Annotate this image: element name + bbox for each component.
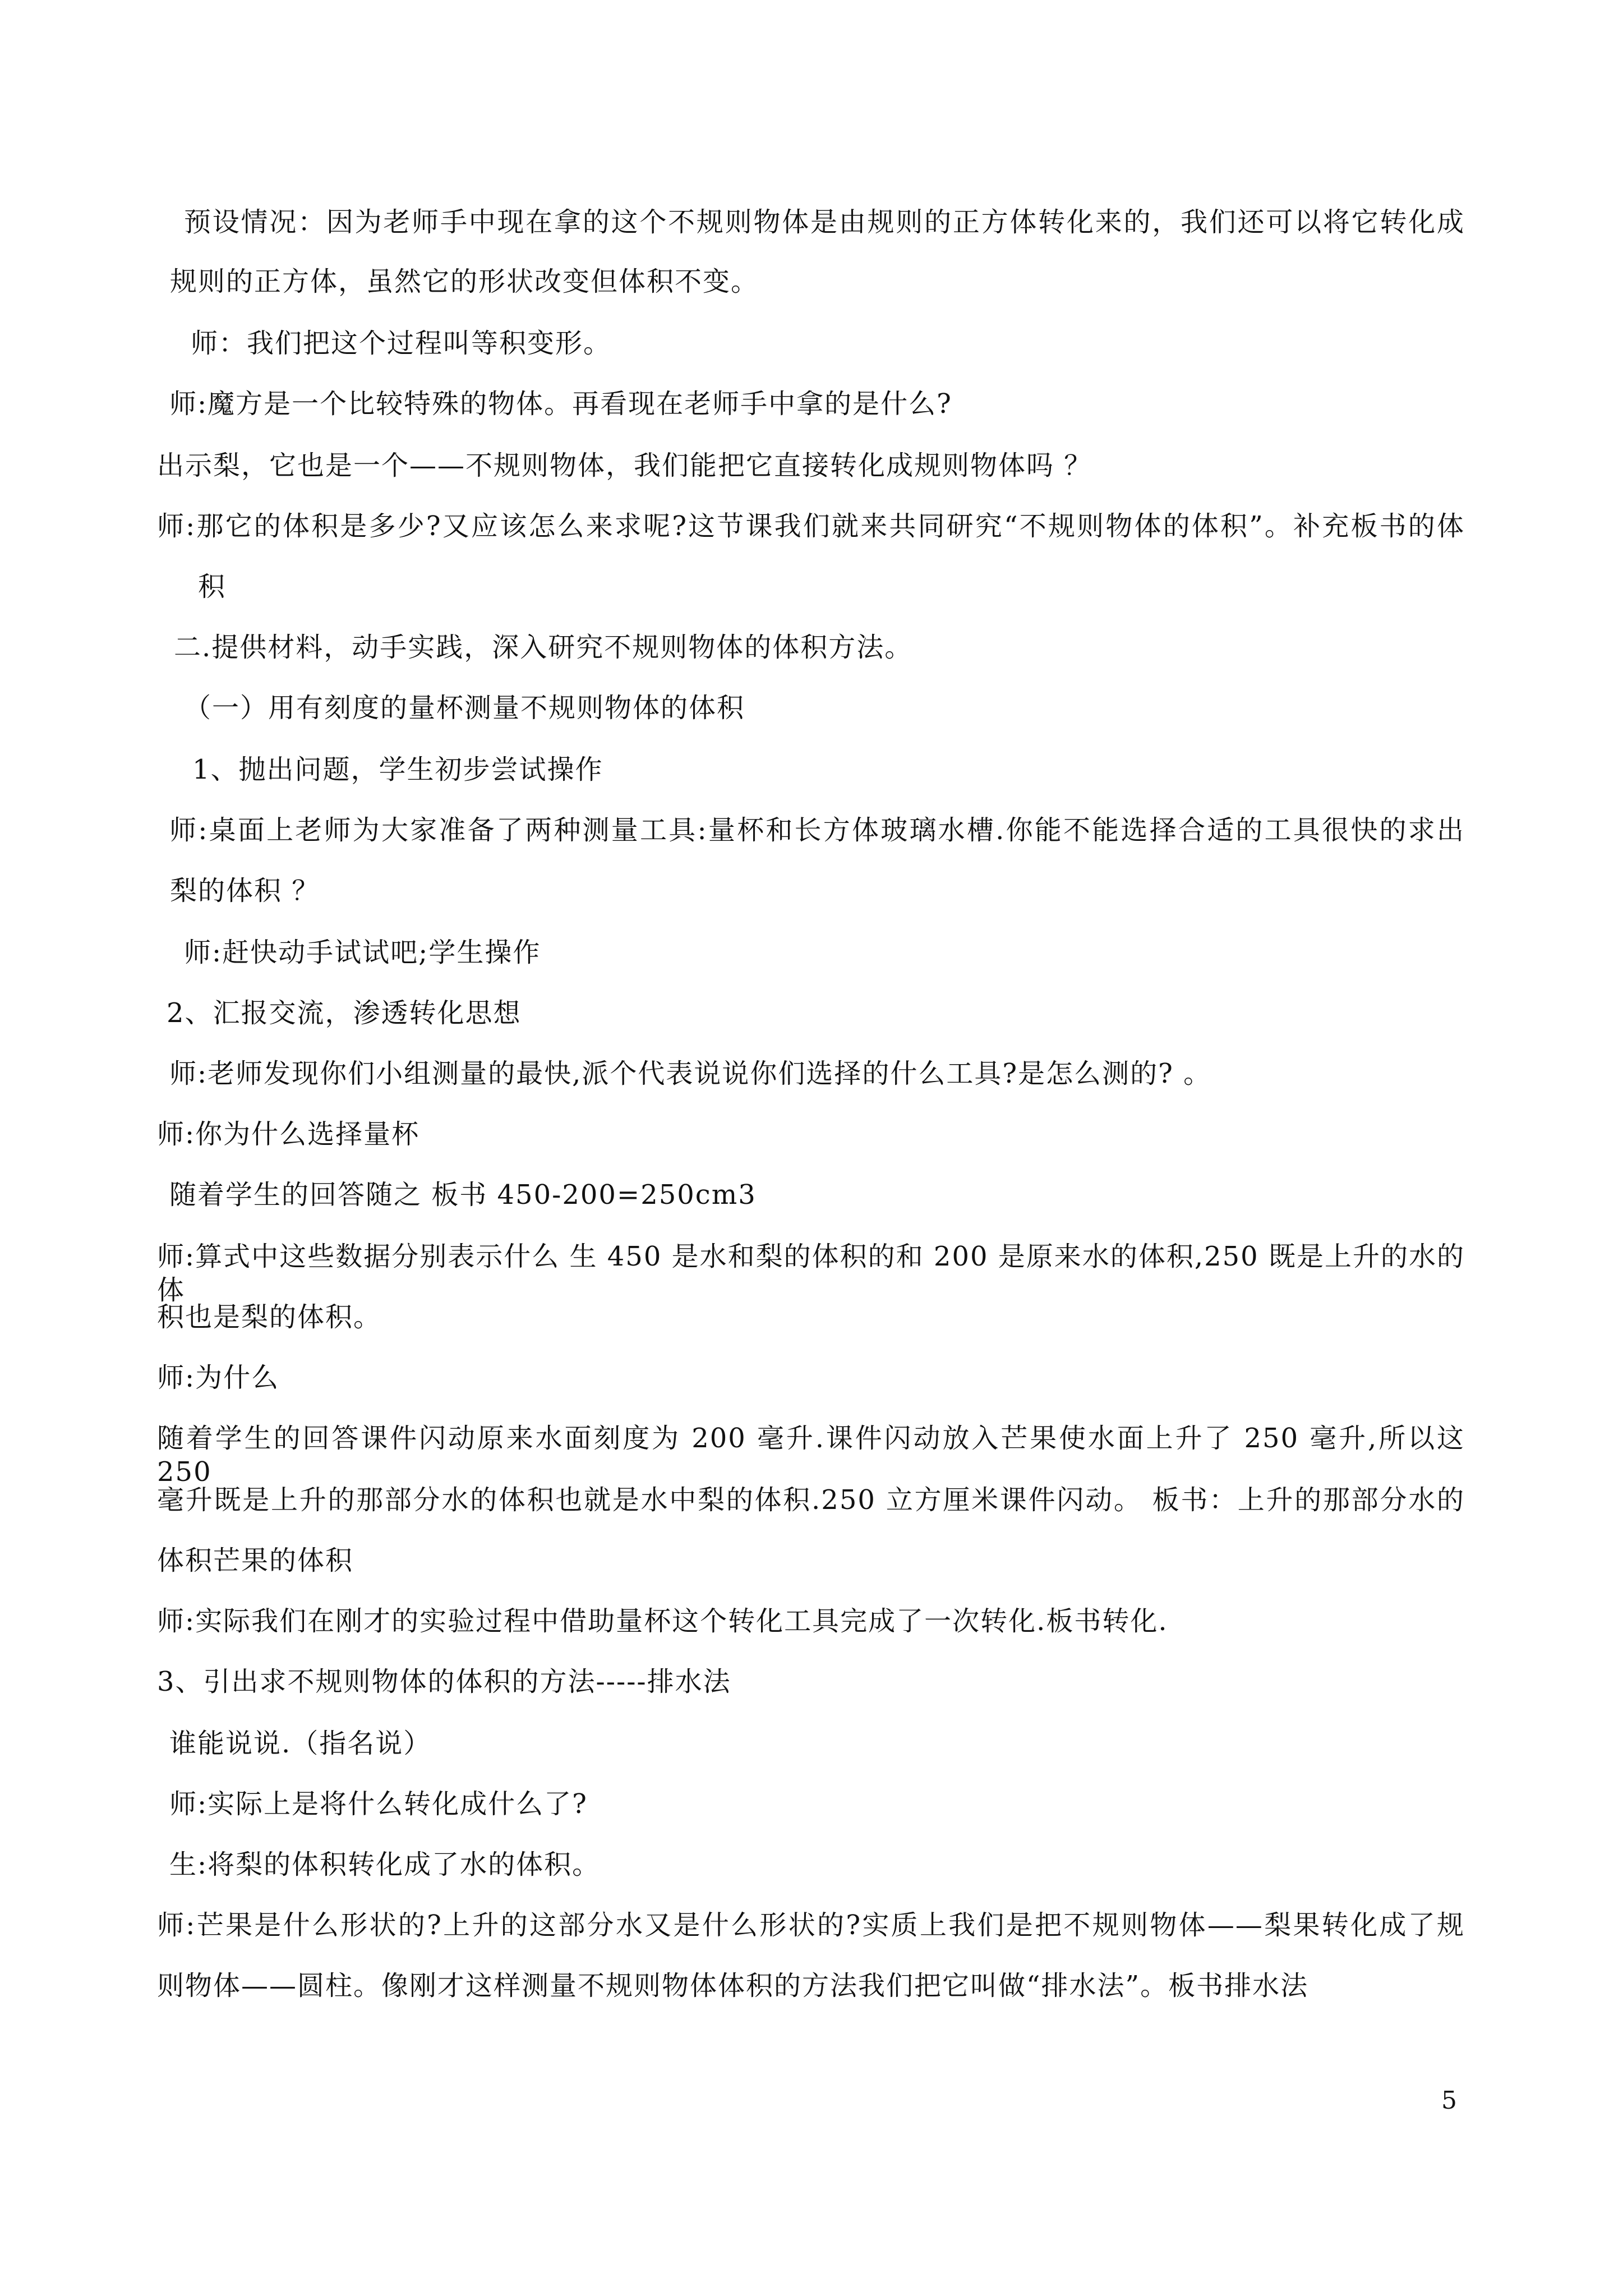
text-line: 师:芒果是什么形状的?上升的这部分水又是什么形状的?实质上我们是把不规则物体——梨果转化成了规 xyxy=(157,1910,1465,1941)
text-line: 出示梨，它也是一个——不规则物体，我们能把它直接转化成规则物体吗 ？ xyxy=(157,450,1092,481)
text-line: 生:将梨的体积转化成了水的体积。 xyxy=(169,1849,601,1880)
text-line: 积 xyxy=(198,571,227,602)
section-heading: 二.提供材料，动手实践，深入研究不规则物体的体积方法。 xyxy=(174,632,913,663)
text-line: 随着学生的回答课件闪动原来水面刻度为 200 毫升.课件闪动放入芒果使水面上升了 250 毫升,所以这 250 xyxy=(157,1423,1465,1488)
text-line: 师:算式中这些数据分别表示什么 生 450 是水和梨的体积的和 200 是原来水的体积,250 既是上升的水的体 xyxy=(157,1241,1465,1306)
text-line: 体积芒果的体积 xyxy=(157,1545,354,1576)
page-number: 5 xyxy=(1441,2086,1457,2115)
step-heading: 2、汇报交流，渗透转化思想 xyxy=(167,997,522,1029)
text-line: 师:魔方是一个比较特殊的物体。再看现在老师手中拿的是什么? xyxy=(169,388,952,420)
text-line: 师：我们把这个过程叫等积变形。 xyxy=(191,328,612,359)
text-line: 谁能说说.（指名说） xyxy=(169,1728,432,1759)
text-line: 师:那它的体积是多少?又应该怎么来求呢?这节课我们就来共同研究“不规则物体的体积”。补充板书的体 xyxy=(157,510,1465,542)
text-line: 师:你为什么选择量杯 xyxy=(157,1119,420,1150)
step-heading: 1、抛出问题，学生初步尝试操作 xyxy=(192,754,603,785)
text-line: 师:赶快动手试试吧;学生操作 xyxy=(184,937,541,968)
text-line: 师:桌面上老师为大家准备了两种测量工具:量杯和长方体玻璃水槽.你能不能选择合适的工具很快的求出 xyxy=(169,815,1465,846)
text-line: 毫升既是上升的那部分水的体积也就是水中梨的体积.250 立方厘米课件闪动。 板书：上升的那部分水的 xyxy=(157,1484,1465,1516)
step-heading: 3、引出求不规则物体的体积的方法-----排水法 xyxy=(157,1666,731,1697)
subsection-heading: （一）用有刻度的量杯测量不规则物体的体积 xyxy=(184,692,745,724)
text-line: 梨的体积 ？ xyxy=(170,875,320,907)
text-line: 随着学生的回答随之 板书 450-200=250cm3 xyxy=(169,1179,757,1211)
text-line: 师:实际我们在刚才的实验过程中借助量杯这个转化工具完成了一次转化.板书转化. xyxy=(157,1605,1168,1637)
text-line: 则物体——圆柱。像刚才这样测量不规则物体体积的方法我们把它叫做“排水法”。板书排水法 xyxy=(157,1970,1309,2001)
text-line: 师:为什么 xyxy=(157,1362,280,1393)
text-line: 师:实际上是将什么转化成什么了? xyxy=(169,1788,588,1820)
text-line: 规则的正方体，虽然它的形状改变但体积不变。 xyxy=(170,266,759,297)
text-line: 预设情况：因为老师手中现在拿的这个不规则物体是由规则的正方体转化来的，我们还可以将它转化成 xyxy=(184,206,1465,238)
text-line: 积也是梨的体积。 xyxy=(157,1301,382,1333)
text-line: 师:老师发现你们小组测量的最快,派个代表说说你们选择的什么工具?是怎么测的? 。 xyxy=(169,1058,1212,1089)
